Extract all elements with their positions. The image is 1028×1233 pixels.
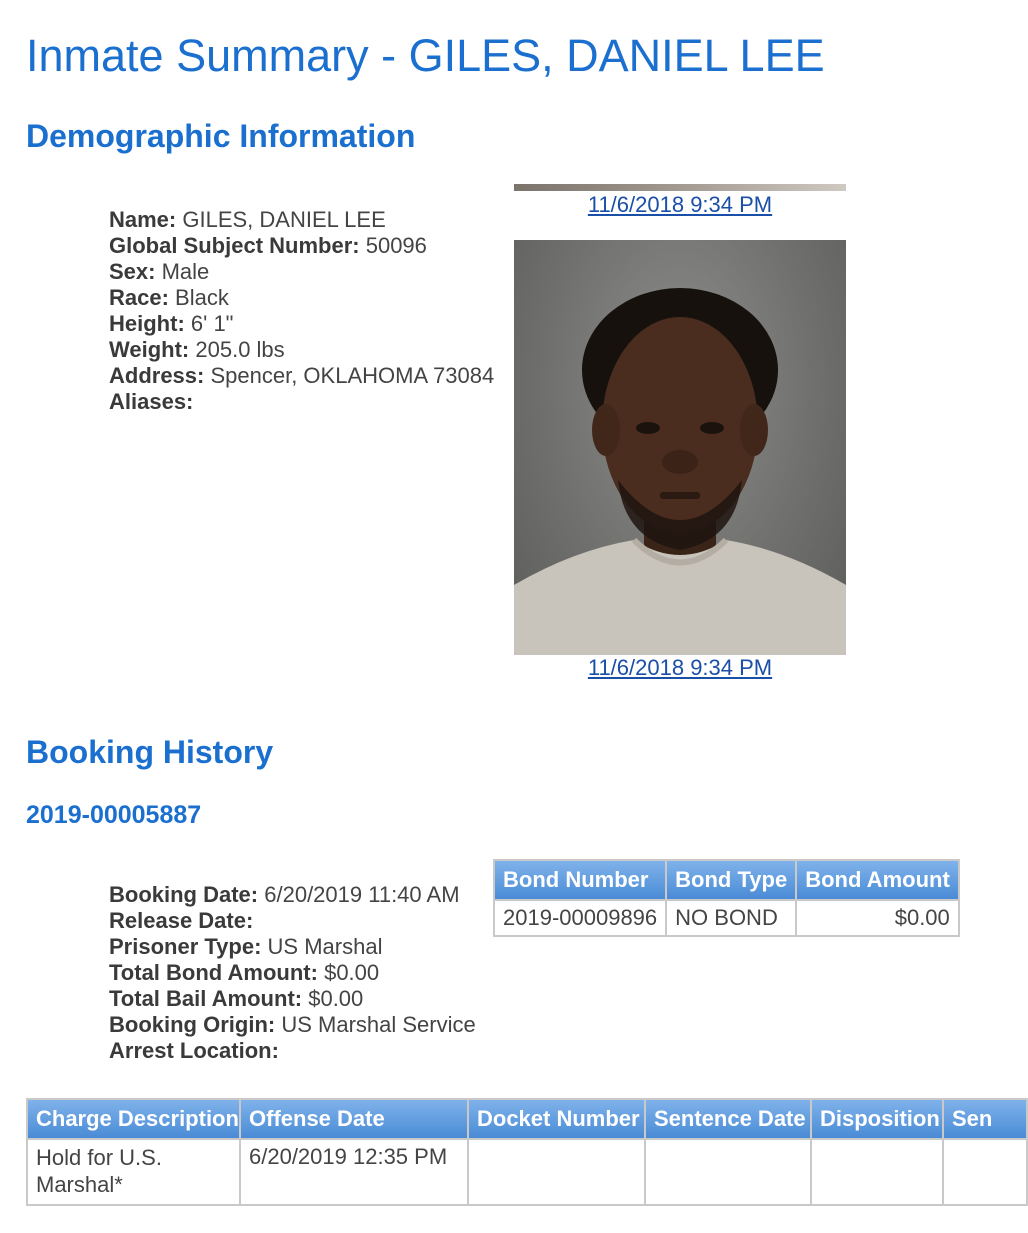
total-bail-label: Total Bail Amount: [109,986,303,1011]
total-bail-row [109,986,476,1012]
bond-amount-cell: $0.00 [796,900,959,936]
name-label: Name: [109,207,177,232]
charge-table-header-row [27,1099,1027,1139]
race-row [109,285,494,311]
weight-value: 205.0 lbs [195,337,285,362]
booking-date-label: Booking Date: [109,882,259,907]
name-value: GILES, DANIEL LEE [182,207,386,232]
arrest-location-label: Arrest Location: [109,1038,279,1063]
weight-row [109,337,494,363]
bond-type-cell: NO BOND [666,900,796,936]
booking-history-heading: Booking History [26,734,274,770]
booking-origin-label: Booking Origin: [109,1012,276,1037]
prisoner-type-value: US Marshal [267,934,383,959]
disposition-cell [811,1139,943,1205]
inmate-photo [514,240,846,655]
offense-date-cell: 6/20/2019 12:35 PM [240,1139,468,1205]
booking-origin-value: US Marshal Service [281,1012,476,1037]
subject-number-label: Global Subject Number: [109,233,360,258]
bond-type-header: Bond Type [666,860,796,900]
docket-number-cell [468,1139,645,1205]
total-bail-value: $0.00 [308,986,364,1011]
total-bond-row [109,960,476,986]
bond-table [493,859,960,937]
disposition-header: Disposition [811,1099,943,1139]
charge-table [26,1098,1028,1206]
weight-label: Weight: [109,337,190,362]
total-bond-value: $0.00 [324,960,380,985]
bond-amount-header: Bond Amount [796,860,959,900]
booking-date-value: 6/20/2019 11:40 AM [264,882,460,907]
charge-description-cell: Hold for U.S. Marshal* [27,1139,240,1205]
bond-number-cell: 2019-00009896 [494,900,666,936]
sex-row [109,259,494,285]
sex-label: Sex: [109,259,156,284]
name-row [109,207,494,233]
aliases-row [109,389,494,415]
release-date-row [109,908,476,934]
booking-origin-row [109,1012,476,1038]
prisoner-type-row [109,934,476,960]
height-value: 6' 1" [190,311,234,336]
sentence-date-cell [645,1139,811,1205]
address-label: Address: [109,363,205,388]
table-row [494,900,959,936]
sex-value: Male [161,259,210,284]
subject-number-row [109,233,494,259]
sentence-cell [943,1139,1027,1205]
table-row [27,1139,1027,1205]
previous-photo-strip[interactable] [514,184,846,191]
charge-table-viewport [26,1098,993,1213]
height-row [109,311,494,337]
photo-date-link-top[interactable]: 11/6/2018 9:34 PM [587,192,773,217]
docket-number-header: Docket Number [468,1099,645,1139]
aliases-label: Aliases: [109,389,194,414]
arrest-location-row [109,1038,476,1064]
demographic-info [109,207,494,415]
page-title: Inmate Summary - GILES, DANIEL LEE [26,30,825,81]
bond-number-header: Bond Number [494,860,666,900]
demographic-heading: Demographic Information [26,118,416,154]
photo-silhouette [514,240,846,655]
charge-description-header: Charge Description [27,1099,240,1139]
photo-date-link-bottom[interactable]: 11/6/2018 9:34 PM [587,655,773,680]
booking-info [109,882,476,1064]
race-value: Black [175,285,229,310]
subject-number-value: 50096 [365,233,427,258]
address-value: Spencer, OKLAHOMA 73084 [210,363,495,388]
sentence-header-partial: Sen [943,1099,1027,1139]
bond-table-header-row [494,860,959,900]
race-label: Race: [109,285,169,310]
release-date-label: Release Date: [109,908,254,933]
prisoner-type-label: Prisoner Type: [109,934,262,959]
total-bond-label: Total Bond Amount: [109,960,318,985]
sentence-date-header: Sentence Date [645,1099,811,1139]
height-label: Height: [109,311,185,336]
address-row [109,363,494,389]
booking-number: 2019-00005887 [26,801,202,829]
booking-date-row [109,882,476,908]
offense-date-header: Offense Date [240,1099,468,1139]
